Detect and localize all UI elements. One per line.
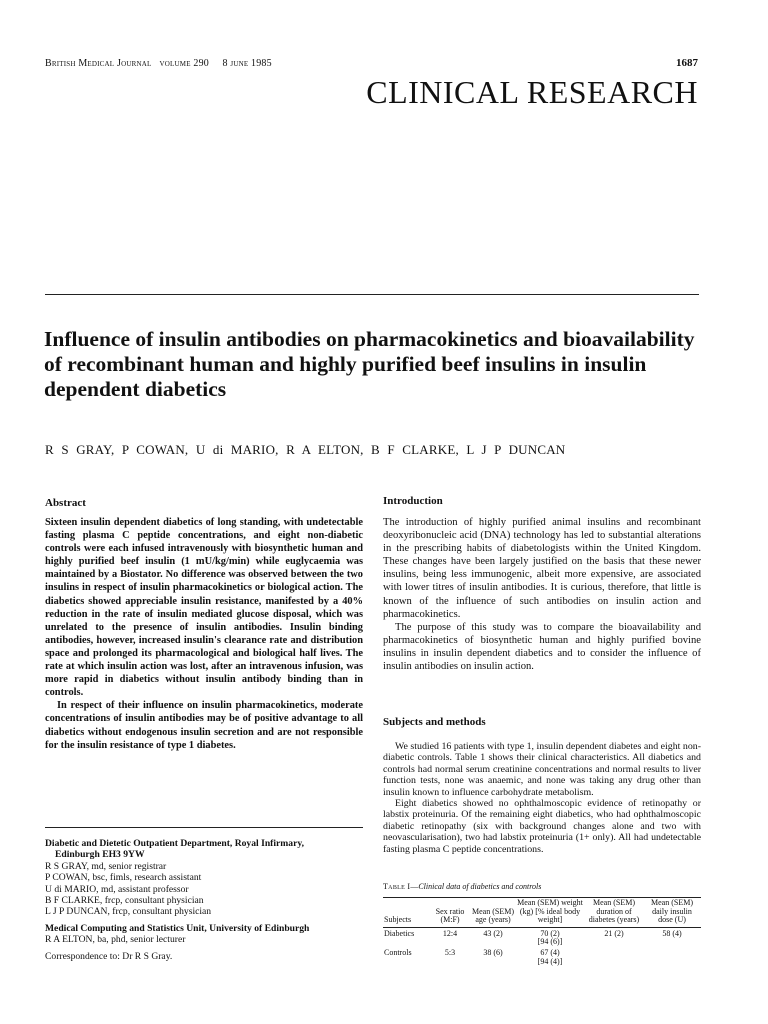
issue-date: 8 june 1985: [222, 58, 272, 69]
methods-paragraph: Eight diabetics showed no ophthalmoscopic evidence of retinopathy or labstix proteinuria. Of the remaining eight diabetics, who had ophthalmoscopic diabetic retinopathy (six with background changes alone and two with neovascularisation), two had labstix proteinuria (1+ only). All had undetectable fasting plasma C peptide concentrations.: [383, 798, 701, 855]
table-row: [383, 927, 701, 947]
table-header: Mean (SEM) duration of diabetes (years): [585, 898, 643, 927]
table-cell: Diabetics: [384, 928, 415, 938]
methods-section: [383, 716, 701, 728]
author-list: R S GRAY, P COWAN, U di MARIO, R A ELTON, B F CLARKE, L J P DUNCAN: [45, 442, 566, 457]
institution-name: Diabetic and Dietetic Outpatient Department, Royal Infirmary,: [45, 838, 304, 849]
methods-paragraph: We studied 16 patients with type 1, insulin dependent diabetes and eight non-diabetic controls. Table 1 shows their clinical characteristics. All diabetics and controls had normal serum creatinine concentrations and normal results to liver function tests, none was anaemic, and none was taking any drug other than insulin known to influence carbohydrate metabolism.: [383, 741, 701, 798]
table-header: Mean (SEM) age (years): [471, 898, 515, 927]
table-caption: Table I—Clinical data of diabetics and controls: [383, 882, 542, 891]
table-cell: Controls: [384, 947, 412, 957]
table-cell: 38 (6): [483, 947, 503, 957]
table-cell: 43 (2): [483, 928, 503, 938]
article-title: Influence of insulin antibodies on pharmacokinetics and bioavailability of recombinant human and highly purified beef insulins in insulin dependent diabetics: [44, 327, 695, 401]
methods-body: [383, 741, 701, 855]
abstract-paragraph: Sixteen insulin dependent diabetics of long standing, with undetectable fasting plasma C peptide concentrations, and eight non-diabetic controls were each infused intravenously with biosynthetic human and highly purified beef insulin (1 mU/kg/min) while euglycaemia was maintained by a Biostator. No difference was observed between the two insulins in respect of insulin pharmacokinetics or biological action. The diabetics showed appreciable insulin resistance, manifested by a 40% reduction in the rate of insulin mediated glucose disposal, which was unrelated to the presence of insulin antibodies. Insulin binding antibodies, however, increased insulin's clearance rate and distribution space and prolonged its pharmacological and biological half lives. The rate at which insulin action was lost, after an intravenous infusion, was more rapid in diabetics without insulin antibody binding than in controls.: [45, 517, 363, 699]
author-affiliation: L J P DUNCAN, frcp, consultant physician: [45, 906, 212, 918]
affiliations: [45, 838, 363, 962]
introduction-paragraph: The purpose of this study was to compare the bioavailability and pharmacokinetics of biosynthetic human and highly purified bovine insulins in insulin dependent diabetics and to consider the influence of insulin antibodies on insulin action.: [383, 621, 701, 673]
author-affiliation: B F CLARKE, frcp, consultant physician: [45, 895, 204, 907]
affiliations-divider: [45, 827, 363, 828]
journal-name: British Medical Journal: [45, 58, 152, 69]
clinical-data-table: [383, 897, 701, 966]
abstract-section: [45, 497, 363, 509]
section-title: CLINICAL RESEARCH: [366, 74, 698, 110]
table-cell: 70 (2) [94 (6)]: [537, 928, 563, 947]
table-cell: 12:4: [442, 928, 458, 938]
correspondence: Correspondence to: Dr R S Gray.: [45, 950, 173, 962]
methods-heading: Subjects and methods: [383, 716, 486, 728]
table-cell: 5:3: [444, 947, 456, 957]
page-number: 1687: [676, 57, 698, 69]
table-label: Table I: [383, 882, 411, 891]
title-divider: [45, 294, 699, 295]
table-title: Clinical data of diabetics and controls: [418, 882, 542, 891]
introduction-paragraph: The introduction of highly purified animal insulins and recombinant deoxyribonucleic acid (DNA) technology has led to substantial alterations in the prescribing habits of diabetologists within the United Kingdom. These changes have been largely justified on the basis that these newer insulins, being less immunogenic, albeit more expensive, are associated with lower titres of insulin antibodies. It is curious, therefore, that little is known of the influence of such antibodies on insulin action and pharmacokinetics.: [383, 517, 701, 620]
introduction-body: [383, 516, 701, 673]
author-affiliation: R S GRAY, md, senior registrar: [45, 860, 167, 872]
abstract-heading: Abstract: [45, 497, 86, 509]
introduction-heading: Introduction: [383, 495, 443, 507]
table-header: Mean (SEM) weight (kg) [% ideal body weight]: [515, 898, 585, 927]
table-cell: [585, 947, 643, 966]
abstract-body: [45, 516, 363, 752]
author-affiliation: P COWAN, bsc, fimls, research assistant: [45, 872, 202, 884]
table-cell: [643, 947, 701, 966]
institution-name: Medical Computing and Statistics Unit, University of Edinburgh: [45, 922, 310, 934]
table-header: Sex ratio (M:F): [429, 898, 471, 927]
author-affiliation: U di MARIO, md, assistant professor: [45, 883, 189, 895]
running-header: [45, 58, 272, 69]
author-affiliation: R A ELTON, ba, phd, senior lecturer: [45, 934, 186, 946]
table-cell: 67 (4) [94 (4)]: [537, 947, 563, 966]
table-header: Mean (SEM) daily insulin dose (U): [643, 898, 701, 927]
institution-city: Edinburgh EH3 9YW: [55, 849, 145, 861]
table-cell: 58 (4): [662, 928, 682, 938]
introduction-section: [383, 495, 701, 507]
table-cell: 21 (2): [604, 928, 624, 938]
table-header: Subjects: [383, 898, 429, 927]
volume: volume 290: [159, 58, 209, 69]
table-row: [383, 947, 701, 966]
abstract-paragraph: In respect of their influence on insulin pharmacokinetics, moderate concentrations of insulin antibodies may be of positive advantage to all diabetics without endogenous insulin secretion and are not responsible for the insulin resistance of type 1 diabetes.: [45, 700, 363, 751]
